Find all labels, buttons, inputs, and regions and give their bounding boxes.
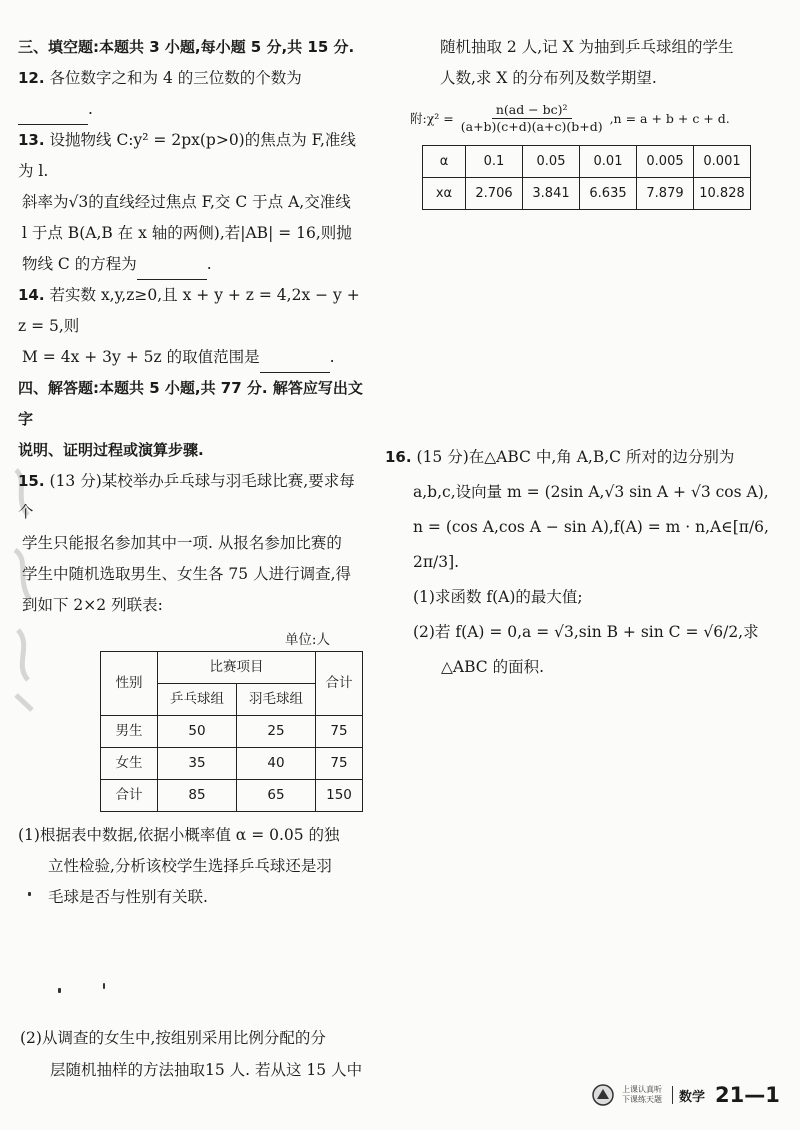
left-column: 三、填空题:本题共 3 小题,每小题 5 分,共 15 分. 12. 各位数字之和为 4 的三位数的个数为. 13. 设抛物线 C:y² = 2px(p>0)的焦点为 F,准线为 l. 斜率为√3的直线经过焦点 F,交 C 于点 A,交准线 l 于点 B(A,B 在 x 轴的两侧),若|AB| = 16,则抛 物线 C 的方程为 . 14. 若实数 x,y,z≥0,且 x + y + z = 4,2x − y + z = 5,则 M = 4x + 3y + 5z 的取值范围是 . 四、解答题:本题共 5 小题,共 77 分. 解答应写出文字 说明、证明过程或演算步骤. 15. (13 分)某校举办乒乓球与羽毛球比赛,要求每个 学生只能报名参加其中一项. 从报名参加比赛的 学生中随机选取男生、女生各 75 人进行调查,得 到如下 2×2 列联表: 单位:人 性别 比赛项目 合计 乒乓球组 羽毛球组 男生 50 25 75 女生 35 40 75 合计 85 65 150 (1)根据表中数据,依据小概率值 α = 0.05 的独 立性检验,分析该校学生选择乒乓球还是羽 毛球是否与性别有关联. (18, 32, 368, 913)
chi-square-formula: 附:χ² = $\frac{\text{n(ad − bc)²}}{(a+b)(c+d)(a+c)(b+d)}$ ,n = a + b + c + d. (410, 102, 730, 134)
section4-heading: 四、解答题:本题共 5 小题,共 77 分. 解答应写出文字 (18, 379, 363, 428)
table-row: 男生 50 25 75 (101, 716, 363, 748)
table-header: 羽毛球组 (237, 684, 316, 716)
question-text: 各位数字之和为 4 的三位数的个数为 (49, 69, 302, 87)
brand-slogan: 上课认真听 下课练天题 (622, 1085, 662, 1104)
formula-fraction: $\frac{\text{n(ad − bc)²}}{(a+b)(c+d)(a+c)(b+d)}$ (460, 102, 603, 134)
critical-value-table (422, 145, 751, 210)
question-number: 14. (18, 286, 45, 304)
table-header: 比赛项目 (158, 652, 316, 684)
table-row: xα 2.706 3.841 6.635 7.879 10.828 (423, 178, 751, 210)
q16-part1: (1)求函数 f(A)的最大值; (413, 588, 583, 606)
table-header: 性别 (101, 652, 158, 716)
q15-part2: (2)从调查的女生中,按组别采用比例分配的分 层随机抽样的方法抽取15 人. 若从这 15 人中 (20, 1029, 363, 1079)
q15-part1: (1)根据表中数据,依据小概率值 α = 0.05 的独 立性检验,分析该校学生选择乒乓球还是羽 毛球是否与性别有关联. (18, 826, 340, 906)
question-13: 13. 设抛物线 C:y² = 2px(p>0)的焦点为 F,准线为 l. 斜率为√3的直线经过焦点 F,交 C 于点 A,交准线 l 于点 B(A,B 在 x 轴的两侧),若|AB| = 16,则抛 物线 C 的方程为 . (18, 125, 368, 280)
bleed-through-marks (10, 460, 40, 720)
question-15: 15. (13 分)某校举办乒乓球与羽毛球比赛,要求每个 学生只能报名参加其中一项. 从报名参加比赛的 学生中随机选取男生、女生各 75 人进行调查,得 到如下 2×2 列联表: 单位:人 性别 比赛项目 合计 乒乓球组 羽毛球组 男生 50 25 75 女生 35 40 75 合计 85 65 150 (1)根据表中数据,依据小概率值 α = 0.05 的独 立性检验,分析该校学生选择乒乓球还是羽 毛球是否与性别有关联. (18, 466, 368, 913)
page-number: 21—1 (715, 1083, 780, 1107)
page-footer (588, 1083, 780, 1107)
question-number: 16. (385, 448, 412, 466)
brand-logo-icon (588, 1083, 618, 1107)
stray-mark (58, 988, 61, 993)
stray-mark (103, 983, 105, 989)
table-unit: 单位:人 (284, 632, 330, 648)
question-number: 15. (18, 472, 45, 490)
question-16: 16. (15 分)在△ABC 中,角 A,B,C 所对的边分别为 a,b,c,设向量 m = (2sin A,√3 sin A + √3 cos A), n = (cos A,cos A − sin A),f(A) = m · n,A∈[π/6, 2π/3]. (1)求函数 f(A)的最大值; (2)若 f(A) = 0,a = √3,sin B + sin C = √6/2,求 △ABC 的面积. (385, 440, 780, 685)
table-header: 乒乓球组 (158, 684, 237, 716)
answer-blank[interactable] (18, 106, 88, 125)
divider (672, 1086, 673, 1104)
table-row: 合计 85 65 150 (101, 780, 363, 812)
question-number: 13. (18, 131, 45, 149)
contingency-table (100, 651, 363, 812)
q16-part2: (2)若 f(A) = 0,a = √3,sin B + sin C = √6/2,求 (413, 623, 759, 641)
section3-heading: 三、填空题:本题共 3 小题,每小题 5 分,共 15 分. (18, 38, 355, 56)
question-12: 12. 各位数字之和为 4 的三位数的个数为. (18, 63, 368, 125)
question-14: 14. 若实数 x,y,z≥0,且 x + y + z = 4,2x − y + z = 5,则 M = 4x + 3y + 5z 的取值范围是 . (18, 280, 368, 373)
subject-label: 数学 (679, 1089, 706, 1105)
table-row: 女生 35 40 75 (101, 748, 363, 780)
answer-blank[interactable] (137, 261, 207, 280)
question-number: 12. (18, 69, 45, 87)
table-header: 合计 (316, 652, 363, 716)
answer-blank[interactable] (260, 354, 330, 373)
stray-mark (28, 892, 31, 896)
right-column: 随机抽取 2 人,记 X 为抽到乒乓球组的学生 人数,求 X 的分布列及数学期望. 附:χ² = $\frac{\text{n(ad − bc)²}}{(a+b)(c+d)(a+c)(b+d)}$ ,n = a + b + c + d. α 0.1 0.05 0.01 0.005 0.001 xα 2.706 3.841 6.635 7.879 10.828 (410, 32, 782, 210)
table-row: α 0.1 0.05 0.01 0.005 0.001 (423, 146, 751, 178)
